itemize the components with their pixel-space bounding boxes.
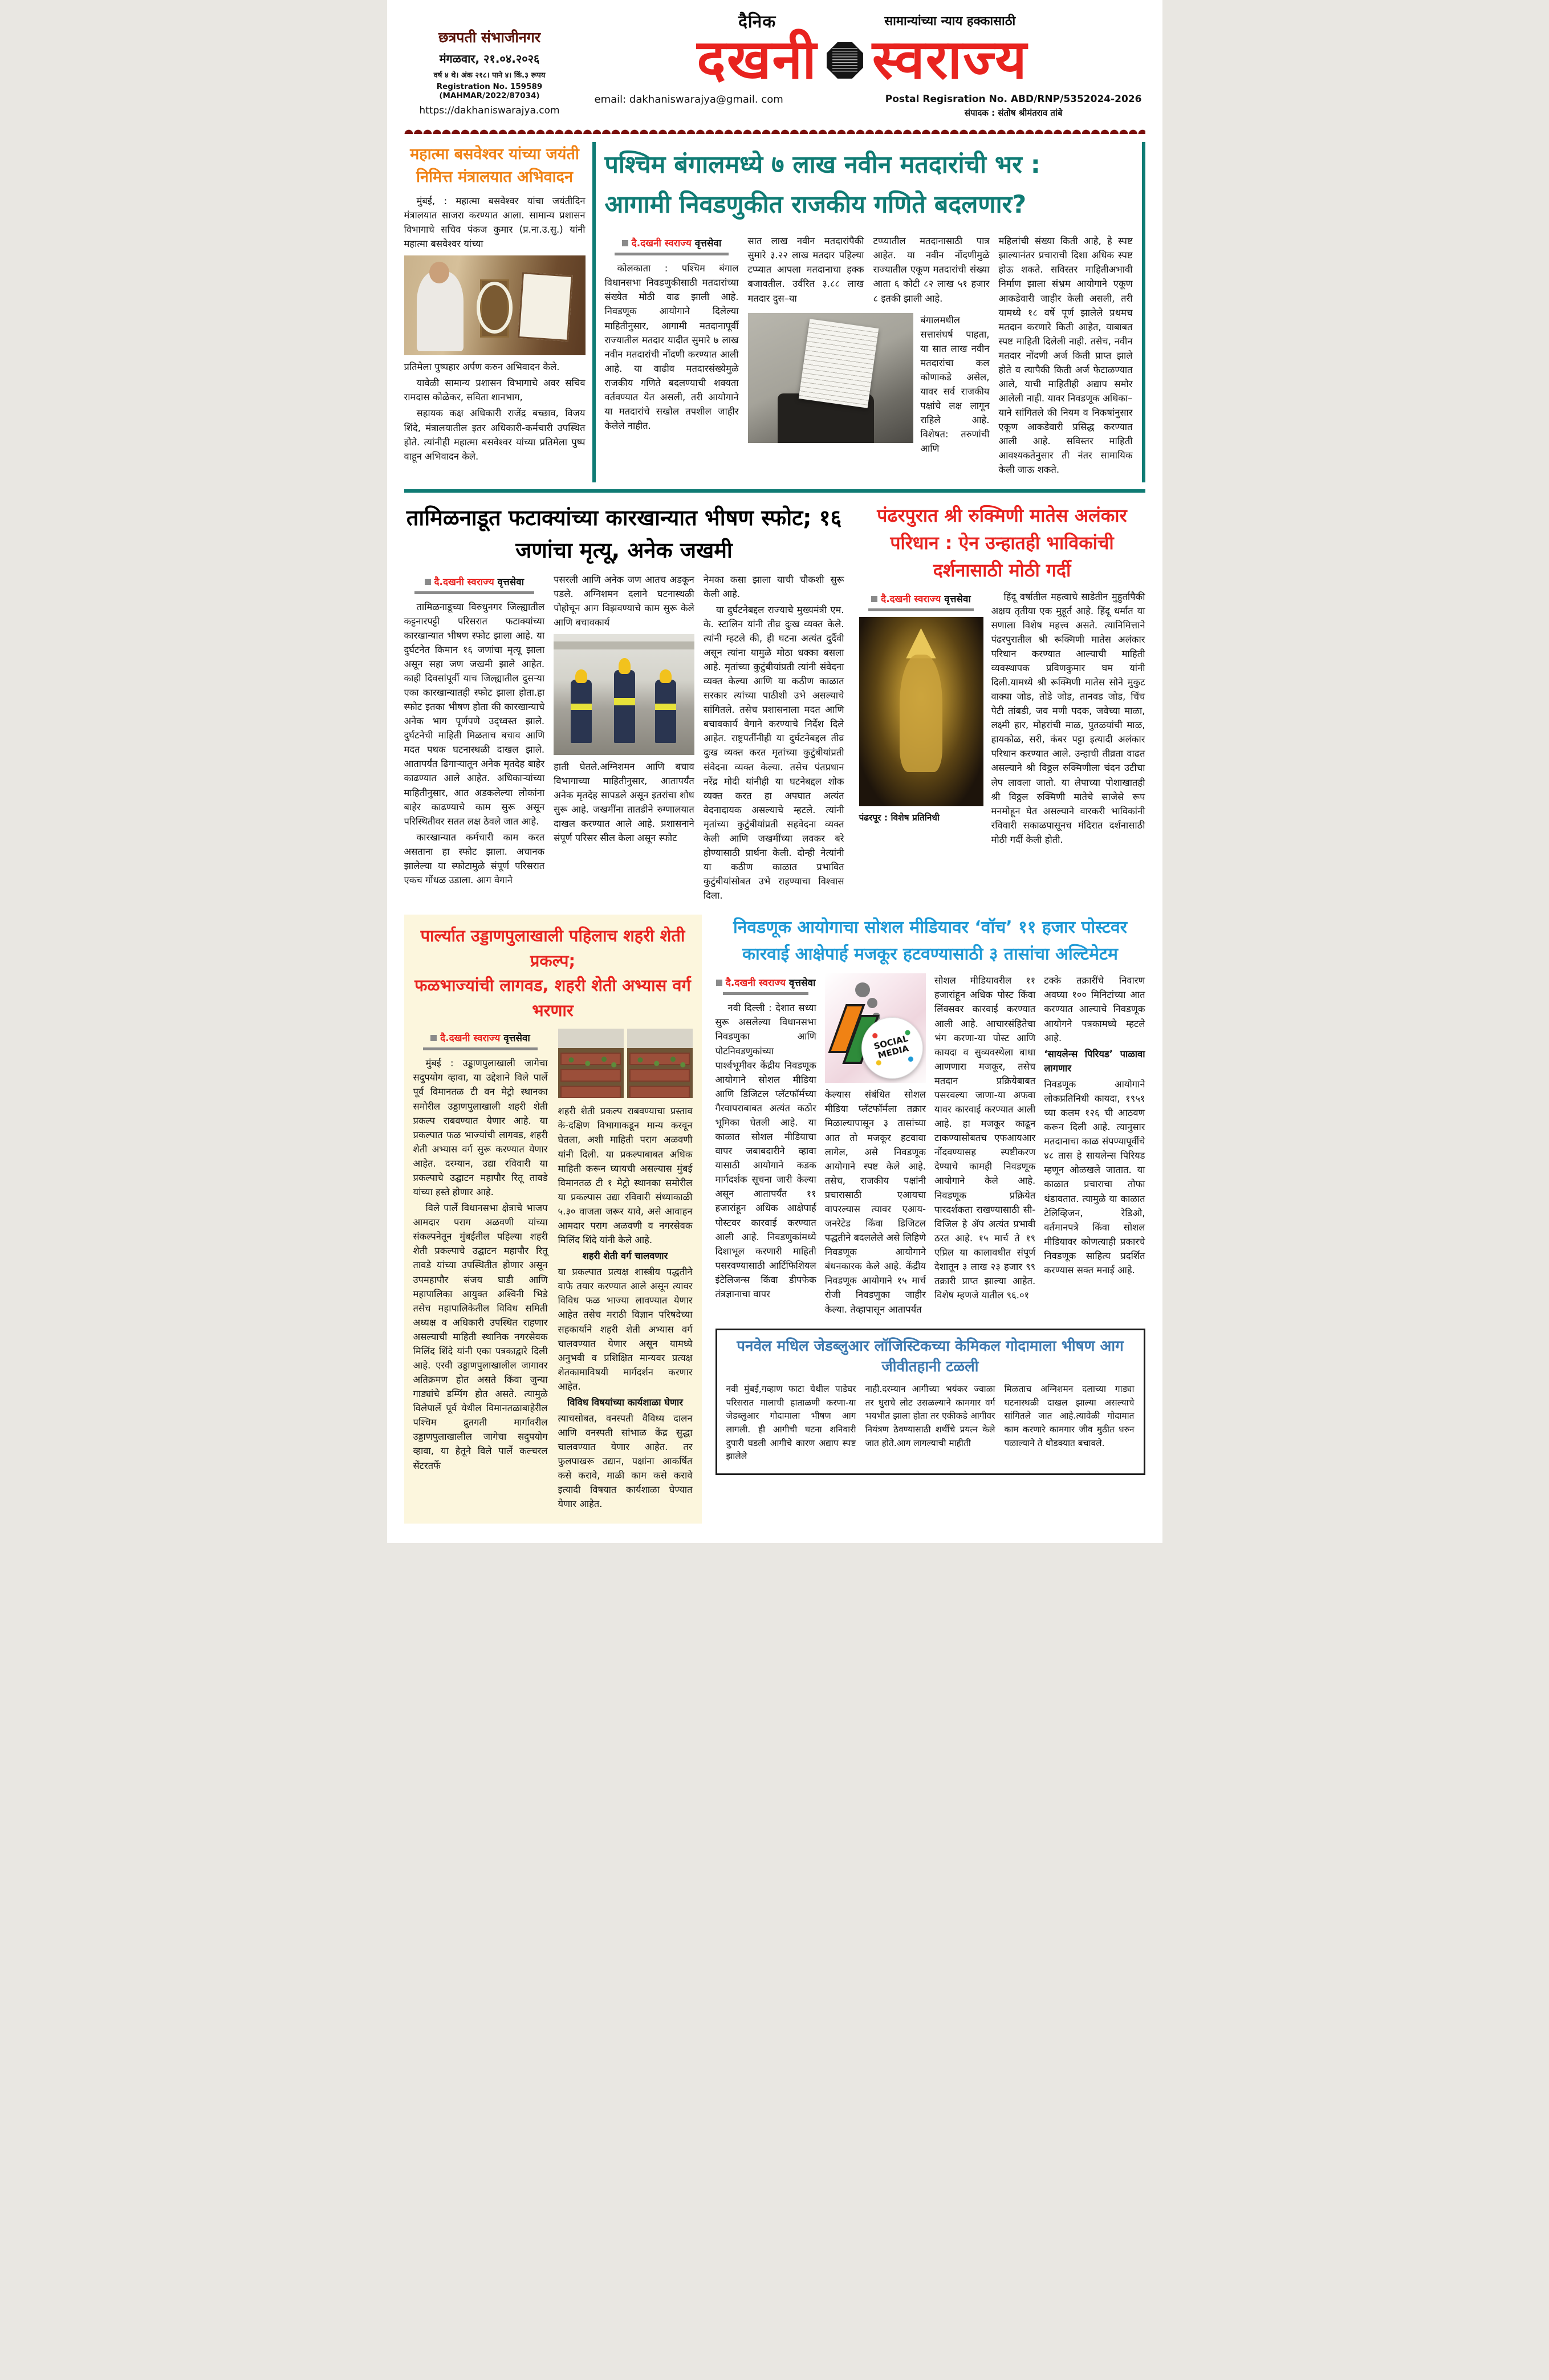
byline-square-icon: [871, 596, 877, 602]
firefighter-figure: [614, 670, 635, 742]
article-columns: [726, 1383, 1135, 1465]
byline: [605, 236, 739, 249]
byline-service: वृत्तसेवा: [944, 593, 971, 605]
photo-farm-beds-2: [627, 1029, 693, 1098]
middle-top-texts: [748, 234, 990, 307]
photo-side-text: [920, 313, 989, 458]
byline: [413, 1031, 548, 1044]
newspaper-title-second: स्वराज्य: [872, 29, 1028, 91]
column-text: [554, 760, 694, 845]
article-tamilnadu-blast: [404, 502, 844, 905]
social-media-globe-icon: [861, 1017, 923, 1079]
article-columns: [715, 973, 1145, 1318]
byline-agency: दै.दखनी स्वराज्य: [631, 238, 692, 250]
byline-service: वृत्तसेवा: [694, 238, 722, 250]
contact-email: email: dakhaniswarajya@gmail. com: [594, 93, 783, 105]
article-columns: [413, 1029, 693, 1513]
column-4: [1044, 973, 1145, 1318]
column-3: [704, 572, 844, 905]
article-basveshwar-tribute: [404, 142, 592, 482]
column-4: [999, 234, 1133, 478]
article-headline: पनवेल मधिल जेडब्लुआर लॉजिस्टिकच्या केमिकल गोदामाला भीषण आग जीवीतहानी टळली: [737, 1337, 1124, 1375]
column-2: [558, 1029, 693, 1513]
article-urban-farming: [404, 915, 702, 1523]
byline-underline: [723, 992, 809, 995]
paragraph: यावेळी सामान्य प्रशासन विभागाचे अवर सचिव रामदास कोळेकर, सविता शानभाग,: [404, 377, 586, 403]
royal-seal-emblem-icon: [827, 42, 863, 79]
column-3: [934, 973, 1035, 1318]
column-text: [413, 1056, 548, 1472]
paragraph: महिलांची संख्या किती आहे, हे स्पष्ट झाल्यानंतर प्रचाराची दिशा अधिक स्पष्ट होऊ शकते. सविस्तर माहितीअभावी निर्माण झाला संभ्रम आयोगाने एकूण आकडेवारी जाहीर केली असली, तरी यामध्ये १८ वर्षे पूर्ण झालेले प्रथमच मतदान करणारे किती आहेत, याबाबत स्पष्ट माहिती दिलेली नाही. तसेच, नवीन मतदार नोंदणी अर्ज किती प्राप्त झाले होते व त्यापैकी किती अर्ज फेटाळण्यात आले, याची माहितीही अद्याप समोर आलेली नाही. यावर निवडणूक अधिका–याने सांगितले की नियम व निकषांनुसार एकूण आकडेवारी प्रसिद्ध करण्यात आली आहे. सविस्तर माहिती आवश्यकतेनुसार ती नंतर सामायिक केली जाऊ शकते.: [998, 235, 1133, 476]
byline: [859, 592, 983, 605]
byline-square-icon: [716, 980, 722, 986]
factory-roof-beam: [554, 641, 694, 650]
masthead-left-info: [404, 9, 575, 119]
sub-heading: शहरी शेती वर्ग चालवणार: [582, 1250, 668, 1262]
byline-square-icon: [425, 579, 431, 585]
paragraph: प्रतिमेला पुष्पहार अर्पण करुन अभिवादन केले.: [404, 362, 560, 373]
paragraph: हाती घेतले.अग्निशमन आणि बचाव विभागाच्या माहितीनुसार, आतापर्यंत अनेक मृतदेह सापडले असून इतरांचा शोध सुरू आहे. जखमींना तातडीने रुग्णालयात दाखल करण्यात आले आहे. प्रशासनाने संपूर्ण परिसर सील केला असून स्फोट: [554, 761, 694, 844]
seedlings: [627, 1029, 693, 1098]
paragraph: नाही.दरम्यान आगीच्या भयंकर ज्वाळा तर धुराचे लोट उसळल्याने कामगार वर्ग भयभीत झाला होता तर एकीकडे आगीवर नियंत्रण ठेवण्यासाठी शर्थीचे प्रयत्न केले जात होते.आग लागल्याची माहीती: [865, 1384, 995, 1448]
article-headline: [413, 924, 693, 1023]
paragraph: हिंदू वर्षातील महत्वाचे साडेतीन मुहुर्तापैकी अक्षय तृतीया एक मुहूर्त आहे. हिंदू धर्मात या सणाला विशेष महत्त्व असते. त्यानिमित्ताने पंढरपुरातील श्री रूक्मिणी मातेस अलंकार परिधान करण्यात आल्याची माहिती व्यवस्थापक प्रविणकुमार घम यांनी दिली.यामध्ये श्री रूक्मिणी मातेस सोने मुकुट वाक्या जोड, तोडे जोड, तानवड जोड, चिंच पेटी तांबडी, जव मणी पदक, जवेच्या माळा, लक्ष्मी हार, मोहरांची माळ, पुतळयांची माळ, हायकोळ, सरी, कंबर पट्टा इत्यादी अलंकार परिधान करण्यात आले. उन्हाची तीव्रता वाढत असल्याने श्री विठ्ठल रुक्मिणीला चंदन उटीचा लेप लावला जातो. या लेपाच्या पोशाखातही श्री विठ्ठल रुक्मिणी मातेचे साजेसे रूप मनमोहून घेत असल्याने वारकरी भाविकांनी रविवारी सकाळपासूनच मंदिरात दर्शनासाठी मोठी गर्दी केली होती.: [991, 591, 1145, 845]
voter-roll-sheet: [799, 319, 879, 408]
masthead: [404, 9, 1145, 119]
column-1: [413, 1029, 548, 1513]
column-3: [1005, 1383, 1135, 1465]
brand-right-block: [872, 12, 1028, 91]
byline-agency: दै.दखनी स्वराज्य: [725, 977, 786, 989]
byline-agency: दै.दखनी स्वराज्य: [881, 593, 941, 605]
headline-line1: निवडणूक आयोगाचा सोशल मीडियावर ‘वॉच’ ११ हजार पोस्टवर: [733, 917, 1127, 938]
column-text: [715, 1001, 816, 1301]
middle-bottom: [748, 313, 990, 458]
photo-garlanding-portrait: [404, 255, 586, 355]
middle-section: [404, 493, 1145, 908]
brand-row: [580, 9, 1145, 91]
headline-line1: पार्ल्यात उड्डाणपुलाखाली पहिलाच शहरी शेती प्रकल्प;: [420, 926, 685, 970]
bottom-section: [404, 915, 1145, 1523]
column-text: [873, 234, 990, 307]
postal-editor-block: [885, 94, 1142, 119]
edition-city: छत्रपती संभाजीनगर: [438, 29, 541, 46]
photo-eci-social-media-graphic: [825, 973, 926, 1083]
column-2: [554, 572, 694, 905]
paragraph: मुंबई : उड्डाणपुलाखाली जागेचा सदुपयोग व्हावा, या उद्देशाने विले पार्ले पूर्व विमानतळ टी वन मेट्रो स्थानका समोरील उड्डाणपुलाखाली शहरी शेती प्रकल्प राबवण्यात येणार आहे. या प्रकल्पात फळ भाज्यांची लागवड, शहरी शेती अभ्यास वर्ग सुरू करण्यात येणार आहेत. दरम्यान, उद्या रविवारी या प्रकल्पाचे उद्घाटन महापौर रितू तावडे यांच्या हस्ते होणार आहे.: [413, 1058, 548, 1198]
paragraph: सोशल मीडियावरील ११ हजारांहून अधिक पोस्ट किंवा लिंक्सवर कारवाई करण्यात आली आहे. आचारसंहितेचा भंग करणा-या पोस्ट आणि कायदा व सुव्यवस्थेला बाधा आणणारा मजकूर, तसेच मतदान प्रक्रियेबाबत पसरवल्या जाणा-या अफवा यावर कारवाई करण्यात आली आहे. हा मजकूर काढून टाकण्यासोबतच एफआयआर नोंदवण्यासह स्पष्टीकरण देण्याचे कामही निवडणूक आयोगाने केले आहे. निवडणूक प्रक्रियेत पारदर्शकता राखण्यासाठी सी-विजिल हे ॲप अत्यंत प्रभावी ठरत आहे. १५ मार्च ते १९ एप्रिल या कालावधीत संपूर्ण देशातून ३ लाख २३ हजार ९९ तक्रारी प्राप्त झाल्या आहेत. विशेष म्हणजे यातील ९६.०१: [934, 975, 1036, 1301]
sub-heading: विविध विषयांच्या कार्यशाळा घेणार: [567, 1396, 683, 1408]
photo-firefighters-rescue: [554, 634, 694, 755]
top-section: [404, 142, 1145, 493]
photo-caption: पंढरपूर : विशेष प्रतिनिधी: [859, 812, 940, 823]
byline-service: वृत्तसेवा: [788, 977, 816, 989]
firefighter-figure: [571, 680, 592, 742]
editor-name: संपादक : संतोष श्रीमंतराव तांबे: [964, 107, 1063, 118]
byline-underline: [868, 608, 974, 611]
paragraph: नेमका कसा झाला याची चौकशी सुरू केली आहे.: [703, 574, 844, 599]
social-media-label: SOCIAL MEDIA: [872, 1033, 910, 1061]
bottom-right-stack: [715, 915, 1145, 1475]
information-placard: [518, 272, 573, 341]
column-2: [865, 1383, 995, 1465]
paragraph: या प्रकल्पात प्रत्यक्ष शास्त्रीय पद्धतीने वाफे तयार करण्यात आले असून त्यावर विविध फळ भाज्या लावण्यात येणार आहेत तसेच मराठी विज्ञान परिषदेच्या सहकार्याने शहरी शेती अभ्यास वर्ग चालवण्यात येणार असून यामध्ये अनुभवी व प्रशिक्षित मान्यवर प्रत्यक्ष शेतकामाविषयी मार्गदर्शन करणार आहेत.: [558, 1266, 693, 1392]
column-text: [825, 1087, 926, 1316]
byline-agency: दै.दखनी स्वराज्य: [434, 576, 494, 588]
decorative-bead-divider: [404, 125, 1145, 134]
newspaper-tagline: सामान्यांच्या न्याय हक्कासाठी: [884, 14, 1016, 29]
golden-crown: [906, 628, 936, 658]
paragraph: मुंबई, : महात्मा बसवेश्वर यांचा जयंतीदिन मंत्रालयात साजरा करण्यात आला. सामान्य प्रशासन विभागाचे सचिव पंकज कुमार (प्र.ना.उ.सु.) यांनी महात्मा बसवेश्वर यांच्या: [404, 195, 586, 250]
column-1: [726, 1383, 856, 1465]
paragraph: तामिळनाडूच्या विरुधुनगर जिल्ह्यातील कट्टनारपट्टी परिसरात फटाक्यांच्या कारखान्यात भीषण स्फोट झाला आहे. या दुर्घटनेत किमान १६ जणांचा मृत्यू झाला असून सहा जण जखमी झाले आहेत. काही दिवसांपूर्वी याच जिल्ह्यातील दुसऱ्या एका कारखान्यातही स्फोट झाला होता.हा स्फोट इतका भीषण होता की कारखान्याचे अनेक भाग पूर्णपणे उद्ध्वस्त झाले. दुर्घटनेची माहिती मिळताच बचाव आणि मदत पथक घटनास्थळी दाखल झाले. आतापर्यंत ढिगाऱ्यातून अनेक मृतदेह बाहेर काढण्यात आले आहेत. अधिकाऱ्यांच्या माहितीनुसार, आत अडकलेल्या लोकांना बाहेर काढण्याचे काम सुरू असून परिस्थितीवर सतत लक्ष ठेवले जात आहे.: [404, 601, 545, 827]
headline-line2: फळभाज्यांची लागवड, शहरी शेती अभ्यास वर्ग भरणार: [414, 976, 691, 1020]
paragraph: बंगालमधील सत्तासंघर्ष पाहता, या सात लाख नवीन मतदारांचा कल कोणाकडे असेल, यावर सर्व राजकीय पक्षांचे लक्ष लागून राहिले आहे. विशेषत: तरुणांची आणि: [920, 314, 990, 454]
lead-headline-line2: आगामी निवडणुकीत राजकीय गणिते बदलणार?: [604, 190, 1027, 219]
column-text: [558, 1104, 693, 1511]
newspaper-title-first: दखनी: [697, 29, 818, 91]
paragraph: कारखान्यात कर्मचारी काम करत असताना हा स्फोट झाला. अचानक झालेल्या या स्फोटामुळे संपूर्ण परिसरात एकच गोंधळ उडाला. आग वेगाने: [404, 831, 545, 886]
article-body: [404, 194, 586, 251]
masthead-brand-area: [580, 9, 1145, 119]
column-2: [825, 973, 926, 1318]
byline-service: वृत्तसेवा: [503, 1033, 530, 1045]
article-bengal-voters: [592, 142, 1145, 482]
paragraph: नवी दिल्ली : देशात सध्या सुरू असलेल्या विधानसभा निवडणुका आणि पोटनिवडणुकांच्या पार्श्वभूमीवर केंद्रीय निवडणूक आयोगाने सोशल मीडिया आणि डिजिटल प्लॅटफॉर्मच्या गैरवापराबाबत अत्यंत कठोर भूमिका घेतली आहे. या काळात सोशल मीडियाचा वापर जबाबदारीने व्हावा यासाठी आयोगाने कडक मार्गदर्शक सूचना जारी केल्या असून आतापर्यंत ११ हजारांहून अधिक आक्षेपार्ह पोस्टवर कारवाई करण्यात आली आहे. निवडणुकांमध्ये दिशाभूल करणारी माहिती पसरवण्यासाठी आर्टिफिशियल इंटेलिजन्स किंवा डीपफेक तंत्रज्ञानाचा वापर: [715, 1002, 816, 1299]
article-columns: [404, 572, 844, 905]
paragraph: शहरी शेती प्रकल्प राबवण्याचा प्रस्ताव के-दक्षिण विभागाकडून मान्य करवून घेतला, अशी माहिती पराग अळवणी यांनी दिली. या प्रकल्पाबाबत अधिक माहिती करून घ्यायची असल्यास मुंबई विमानतळ टी १ मेट्रो स्थानका समोरील या प्रकल्पास उद्या रविवारी संध्याकाळी ५.३० वाजता जरूर यावे, असे आवाहन आमदार पराग अळवणी व नगरसेवक मिलिंद शिंदे यांनी केले आहे.: [558, 1106, 693, 1246]
paragraph: केल्यास संबंधित सोशल मीडिया प्लॅटफॉर्मला तक्रार मिळाल्यापासून ३ तासांच्या आत तो मजकूर हटवावा लागेल, असे निवडणूक आयोगाने स्पष्ट केले आहे. तसेच, राजकीय पक्षांनी प्रचारासाठी एआयचा वापरल्यास त्यावर एआय-जनरेटेड किंवा डिजिटल पद्धतीने बदललेले असे लिहिणे निवडणूक आयोगाने बंधनकारक केले आहे. केंद्रीय निवडणूक आयोगाने १५ मार्च रोजी निवडणुका जाहीर केल्या. तेव्हापासून आतापर्यंत: [824, 1089, 926, 1315]
brand-left-block: [697, 9, 818, 91]
paragraph: विले पार्ले विधानसभा क्षेत्राचे भाजप आमदार पराग अळवणी यांच्या संकल्पनेतून मुंबईतील पहिल्या शहरी शेती प्रकल्पाचे उद्घाटन महापौर रितू तावडे यांच्या उपस्थितीत होणार असून उपमहापौर संजय घाडी आणि महापालिका आयुक्त अश्विनी भिडे तसेच महापालिकेतील विविध समिती अध्यक्ष व अधिकारी उपस्थित राहणार असल्याची माहिती स्थानिक नगरसेवक मिलिंद शिंदे यांनी एका पत्रकाद्वारे दिली आहे. एरवी उड्डाणपुलाखालील जागावर अतिक्रमण होत असते किंवा जुन्या गाड्यांचे डम्पिंग होत असते. त्यामुळे विलेपार्ले पूर्व येथील विमानतळाबाहेरील पश्चिम द्रुतगती मार्गावरील उड्डाणपुलाखालील जागेचा सदुपयोग व्हावा, या हेतूने विले पार्ले कल्चरल सेंटरतर्फे: [413, 1203, 548, 1471]
column-middle: [748, 234, 990, 478]
article-headline: महात्मा बसवेश्वर यांच्या जयंती निमित्त मंत्रालयात अभिवादन: [410, 145, 579, 186]
official-head: [429, 262, 449, 284]
registration-number: Registration No. 159589 (MAHMAR/2022/87034): [436, 82, 543, 100]
paragraph: पसरली आणि अनेक जण आतच अडकून पडले. अग्निशमन दलाने घटनास्थळी पोहोचून आग विझवण्याचे काम सुरू केले आणि बचावकार्य: [554, 574, 694, 628]
daily-label: दैनिक: [738, 12, 776, 32]
volume-issue-line: वर्ष ४ थे। अंक २१८। पाने ४। किं.३ रूपय: [433, 71, 546, 80]
paragraph: सहायक कक्ष अधिकारी राजेंद्र बच्छाव, विजय शिंदे, मंत्रालयातील इतर अधिकारी-कर्मचारी उपस्थित होते. त्यांनीही महात्मा बसवेश्वर यांच्या प्रतिमेला पुष्प वाहून अभिवादन केले.: [404, 408, 586, 462]
masthead-bottom-row: [580, 88, 1145, 119]
headline-line2: कारवाई आक्षेपार्ह मजकूर हटवण्यासाठी ३ तासांचा अल्टिमेटम: [742, 944, 1118, 964]
postal-registration: Postal Regisration No. ABD/RNP/5352024-2026: [885, 93, 1142, 105]
column-text: [748, 234, 864, 307]
column-1: [605, 234, 739, 478]
lead-headline-line1: पश्चिम बंगालमध्ये ७ लाख नवीन मतदारांची भर :: [604, 150, 1040, 179]
article-columns: [605, 234, 1133, 478]
column-text: [554, 572, 694, 629]
byline-square-icon: [430, 1035, 437, 1041]
byline: [715, 976, 816, 989]
article-body-continued: [404, 360, 586, 464]
paragraph: कोलकाता : पश्चिम बंगाल विधानसभा निवडणुकीसाठी मतदारांच्या संख्येत मोठी वाढ झाली आहे. निवडणूक आयोगाने दिलेल्या माहितीनुसार, आगामी मतदानापूर्वी राज्यातील मतदार यादीत सुमारे ७ लाख नवीन मतदारांची नोंदणी करण्यात आली आहे. या वाढीव मतदारसंख्येमुळे राजकीय गणिते बदलण्याची शक्यता वर्तवण्यात येत असली, तरी आयोगाने या मतदारांचे सखोल तपशील जाहीर केलेले नाहीत.: [604, 263, 739, 432]
firefighter-figure: [655, 680, 676, 742]
column-photo: [859, 590, 983, 848]
website-url: https://dakhaniswarajya.com: [419, 104, 560, 116]
paragraph: या दुर्घटनेबद्दल राज्याचे मुख्यमंत्री एम. के. स्टालिन यांनी तीव्र दुःख व्यक्त केले. त्यांनी म्हटले की, ही घटना अत्यंत दुर्दैवी असून त्यांना यामुळे मोठा धक्का बसला आहे. मृतांच्या कुटुंबीयांप्रती त्यांनी संवेदना व्यक्त केल्या आणि या कठीण काळात सरकार त्यांच्या पाठीशी उभे असल्याचे सांगितले. तसेच प्रशासनाला मदत आणि बचावकार्य वेगाने करण्याचे निर्देश दिले आहेत. राष्ट्रपतींनीही या दुर्घटनेबद्दल तीव्र दुःख व्यक्त करत मृतांच्या कुटुंबीयांप्रती संवेदना व्यक्त केल्या. तसेच पंतप्रधान नरेंद्र मोदी यांनीही या घटनेबद्दल शोक व्यक्त करत हा अपघात अत्यंत वेदनादायक असल्याचे म्हटले. त्यांनी मृतांच्या कुटुंबीयांप्रती सहवेदना व्यक्त केली आणि जखमींच्या लवकर बरे होण्यासाठी प्रार्थना केली. दोन्ही नेत्यांनी या कठीण काळात प्रभावित कुटुंबीयांसोबत उभे राहण्याचा विश्वास दिला.: [703, 604, 844, 901]
photo-farm-beds-1: [558, 1029, 624, 1098]
column-1: [715, 973, 816, 1318]
article-headline: [715, 915, 1145, 968]
byline-underline: [414, 591, 534, 594]
article-election-commission-social-media: [715, 915, 1145, 1318]
seedlings: [558, 1029, 624, 1098]
byline-underline: [615, 253, 729, 255]
column-text: [404, 600, 545, 888]
byline-underline: [423, 1047, 538, 1050]
column-1: [404, 572, 545, 905]
flower-garland: [477, 282, 513, 334]
official-figure: [417, 271, 464, 351]
sub-heading: ‘सायलेन्स पिरियड’ पाळावा लागणार: [1044, 1048, 1145, 1074]
paragraph: सात लाख नवीन मतदारांपैकी सुमारे ३.२२ लाख मतदार पहिल्या टप्प्यात आपला मतदानाचा हक्क बजावतील. उर्वरित ३.८८ लाख मतदार दुस–या: [747, 235, 864, 304]
photo-voter-list: [748, 313, 914, 443]
newspaper-front-page: [387, 0, 1162, 1543]
eci-logo-dot: [855, 982, 870, 997]
paragraph: टप्प्यातील मतदानासाठी पात्र आहेत. या नवीन नोंदणीमुळे राज्यातील एकूण मतदारांची संख्या आता ६ कोटी ८२ लाख ५१ हजार ८ इतकी झाली आहे.: [873, 235, 990, 304]
article-pandharpur-rukmini: [859, 502, 1145, 905]
photo-rukmini-idol: [859, 617, 983, 806]
article-headline: तामिळनाडूत फटाक्यांच्या कारखान्यात भीषण स्फोट; १६ जणांचा मृत्यू, अनेक जखमी: [406, 505, 842, 563]
paragraph: नवी मुंबई,गव्हाण फाटा येथील पाडेघर परिसरात मालाची हाताळणी करणा-या जेडब्लुआर गोदामाला भीषण आग लागली. ही आगीची घटना शनिवारी दुपारी घडली आगीचे कारण अद्याप स्पष्ट झालेले: [726, 1384, 856, 1462]
column-text: [605, 261, 739, 433]
farm-photo-row: [558, 1029, 693, 1098]
article-headline: पंढरपुरात श्री रुक्मिणी मातेस अलंकार परिधान : ऐन उन्हातही भाविकांची दर्शनासाठी मोठी गर्दी: [877, 504, 1127, 581]
lead-headline: [605, 145, 1133, 225]
byline: [404, 575, 545, 588]
article-columns: [859, 590, 1145, 848]
paragraph: मिळताच अग्निशमन दलाच्या गाड्या घटनास्थळी दाखल झाल्या असल्याचे सांगितले जात आहे.त्यावेळी गोदामात काम करणारे कामगार जीव मुठीत धरुन पळाल्याने ते थोडक्यात बचावले.: [1004, 1384, 1135, 1448]
paragraph: निवडणूक आयोगाने लोकप्रतिनिधी कायदा, १९५१ च्या कलम १२६ ची आठवण करून दिली आहे. त्यानुसार मतदानाचा काळ संपण्यापूर्वीचे ४८ तास हे सायलेन्स पिरियड म्हणून ओळखले जातात. या काळात प्रचाराचा तोफा थंडावतात. त्यामुळे या काळात टेलिव्हिजन, रेडिओ, वर्तमानपत्रे किंवा सोशल मीडियावर कोणत्याही प्रकारचे निवडणूक साहित्य प्रदर्शित करण्यास सक्त मनाई आहे.: [1044, 1078, 1145, 1276]
byline-square-icon: [622, 240, 628, 246]
article-panvel-warehouse-fire: [715, 1329, 1145, 1475]
byline-service: वृत्तसेवा: [497, 576, 525, 588]
paragraph: त्याचसोबत, वनस्पती वैविध्य दालन आणि वनस्पती सांभाळ केंद्र सुद्धा चालवण्यात येणार आहेत. तर फुलपाखरू उद्यान, पक्षांना आकर्षित कसे करावे, माळी काम कसे करावे इत्यादी विषयात कार्यशाळा घेण्यात येणार आहेत.: [558, 1412, 693, 1510]
eci-logo-dot: [867, 998, 877, 1008]
byline-agency: दै.दखनी स्वराज्य: [440, 1033, 501, 1045]
column-text: [991, 590, 1145, 848]
paragraph: टक्के तक्रारींचे निवारण अवघ्या १०० मिनिटांच्या आत करण्यात आल्याचे निवडणूक आयोगने पत्रकामध्ये म्हटले आहे.: [1044, 975, 1145, 1043]
issue-date: मंगळवार, २१.०४.२०२६: [439, 51, 540, 66]
deity-idol: [900, 655, 942, 772]
